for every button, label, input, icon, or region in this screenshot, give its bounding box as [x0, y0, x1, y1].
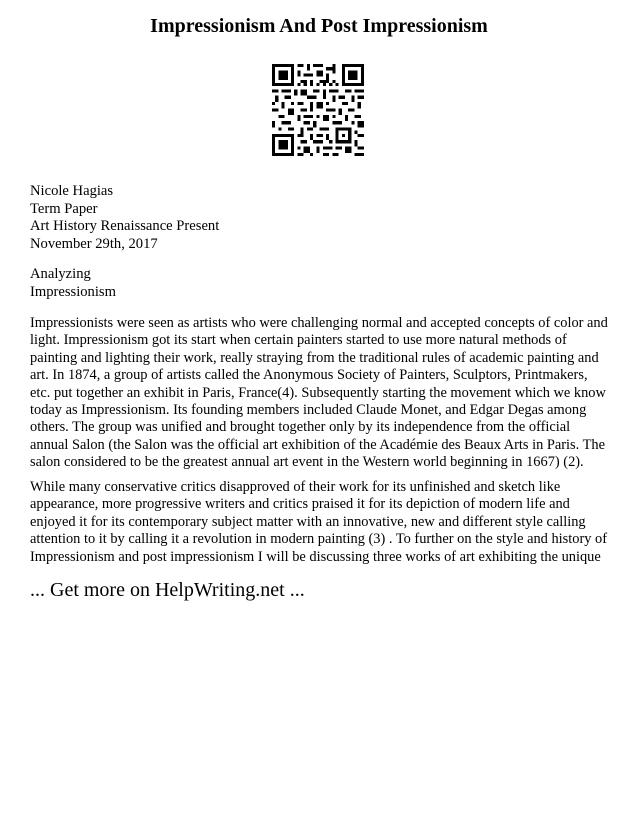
- section-heading-line-1: Analyzing: [30, 266, 91, 282]
- body-paragraph-2: While many conservative critics disapproved of their work for its unfinished and sketch like appearance, more progressive writers and critics praised it for its depiction of modern life and enjoyed it for its contemporary subject matter with an innovative, new and different style calling attention to it by calling it a revolution in modern painting (3) . To further on the style and history of Impressionism and post impressionism I will be discussing three works of art exhibiting the unique: [30, 479, 608, 565]
- course-name: Art History Renaissance Present: [30, 218, 220, 235]
- document-title: Impressionism And Post Impressionism: [150, 15, 488, 37]
- section-heading: [30, 266, 610, 301]
- author-name: Nicole Hagias: [30, 183, 114, 199]
- get-more-link[interactable]: ... Get more on HelpWriting.net ...: [30, 579, 305, 601]
- author-info-block: [30, 183, 610, 253]
- paper-date: November 29th, 2017: [30, 235, 158, 252]
- qr-code-graphic: [272, 64, 364, 156]
- qr-code-icon: [272, 64, 364, 156]
- paper-type: Term Paper: [30, 200, 98, 217]
- body-paragraph-1: Impressionists were seen as artists who were challenging normal and accepted concepts of color and light. Impressionism got its start when certain painters started to use more natural methods of painting and lighting their work, really straying from the traditional rules of academic painting and art. In 1874, a group of artists called the Anonymous Society of Painters, Sculptors, Printmakers, etc. put together an exhibit in Paris, France(4). Subsequently starting the movement which we know today as Impressionism. Its founding members included Claude Monet, and Edgar Degas among others. The group was unified and brought together only by its independence from the official annual Salon (the Salon was the official art exhibition of the Académie des Beaux Arts in Paris. The salon considered to be the greatest annual art event in the Western world beginning in 1667) (2).: [30, 315, 608, 471]
- section-heading-line-2: Impressionism: [30, 283, 116, 300]
